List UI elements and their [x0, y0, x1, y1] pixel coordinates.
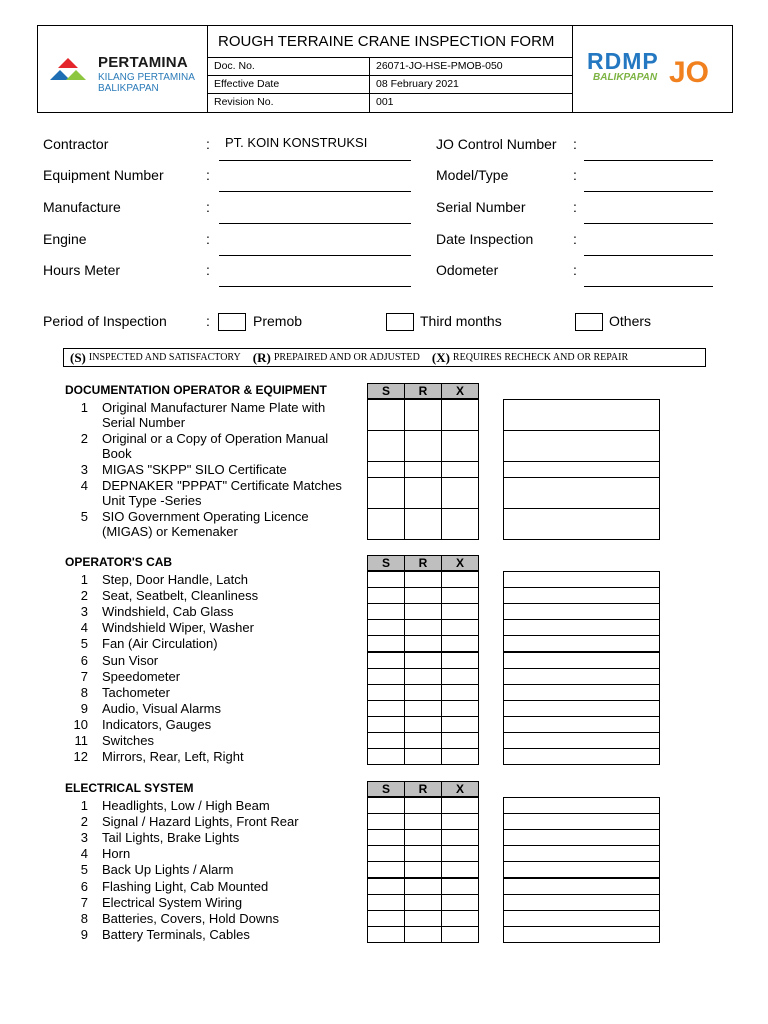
check-cell-s[interactable]	[367, 430, 405, 462]
item-number: 5	[80, 862, 88, 878]
item-description: Fan (Air Circulation)	[102, 636, 218, 652]
item-description: SIO Government Operating Licence (MIGAS) or Kemenaker	[102, 509, 309, 539]
item-number: 1	[80, 798, 88, 813]
option-others: Others	[609, 313, 652, 329]
legend-text-r: PREPAIRED AND OR ADJUSTED	[273, 352, 420, 363]
balikpapan-text: BALIKPAPAN	[593, 72, 658, 83]
item-description: Sun Visor	[102, 652, 159, 668]
colon: :	[573, 262, 577, 278]
colon: :	[206, 199, 210, 215]
check-cell-x[interactable]	[441, 894, 479, 911]
field-label: Manufacture	[43, 199, 121, 215]
item-number: 2	[80, 588, 88, 604]
check-cell-s[interactable]	[367, 461, 405, 478]
check-cell-r[interactable]	[404, 797, 442, 814]
column-header-r: R	[404, 781, 442, 797]
colon: :	[573, 199, 577, 215]
field-input-line[interactable]	[584, 160, 713, 161]
item-description: Audio, Visual Alarms	[102, 700, 221, 716]
checkbox-third-months[interactable]	[386, 313, 414, 331]
check-cell-r[interactable]	[404, 861, 442, 878]
check-cell-x[interactable]	[441, 571, 479, 588]
item-description: Original or a Copy of Operation Manual Book	[102, 431, 329, 461]
remarks-cell[interactable]	[503, 668, 660, 685]
meta-row-effective-date	[208, 76, 572, 94]
check-cell-s[interactable]	[367, 684, 405, 701]
item-description: Tachometer	[102, 684, 170, 700]
company-subtitle	[98, 72, 195, 94]
check-cell-x[interactable]	[441, 861, 479, 878]
check-cell-s[interactable]	[367, 878, 405, 895]
item-description: Batteries, Covers, Hold Downs	[102, 910, 280, 926]
item-number: 4	[80, 478, 88, 493]
meta-value: 08 February 2021	[376, 78, 459, 90]
item-number: 4	[80, 846, 88, 862]
field-input-line[interactable]	[219, 191, 411, 192]
item-number: 1	[80, 572, 88, 587]
field-input-line[interactable]	[219, 255, 411, 256]
check-cell-x[interactable]	[441, 508, 479, 540]
field-input-line[interactable]	[584, 255, 713, 256]
colon: :	[206, 262, 210, 278]
company-name: PERTAMINA	[98, 54, 188, 71]
meta-row-doc-no	[208, 58, 572, 76]
item-number: 5	[80, 636, 88, 652]
field-label: Model/Type	[436, 167, 509, 183]
check-cell-s[interactable]	[367, 571, 405, 588]
check-cell-r[interactable]	[404, 894, 442, 911]
remarks-cell[interactable]	[503, 797, 660, 814]
check-cell-r[interactable]	[404, 461, 442, 478]
check-cell-x[interactable]	[441, 748, 479, 765]
legend-code-r: (R)	[252, 349, 271, 365]
field-label: Hours Meter	[43, 262, 121, 278]
check-cell-s[interactable]	[367, 829, 405, 846]
item-number: 8	[80, 910, 88, 926]
item-description: Step, Door Handle, Latch	[102, 572, 248, 587]
field-value: PT. KOIN KONSTRUKSI	[225, 135, 368, 150]
option-third-months: Third months	[420, 313, 502, 329]
item-number: 5	[80, 509, 88, 524]
check-cell-r[interactable]	[404, 878, 442, 895]
jo-text: JO	[669, 56, 710, 89]
item-description: Speedometer	[102, 668, 181, 684]
remarks-cell[interactable]	[503, 732, 660, 749]
check-cell-x[interactable]	[441, 587, 479, 604]
remarks-cell[interactable]	[503, 508, 660, 540]
item-description: Electrical System Wiring	[102, 894, 243, 910]
checkbox-premob[interactable]	[218, 313, 246, 331]
remarks-cell[interactable]	[503, 861, 660, 878]
item-number: 9	[80, 700, 88, 716]
remarks-cell[interactable]	[503, 813, 660, 830]
check-cell-r[interactable]	[404, 910, 442, 927]
item-description: Headlights, Low / High Beam	[102, 798, 270, 813]
item-description: Horn	[102, 846, 131, 862]
remarks-cell[interactable]	[503, 477, 660, 509]
check-cell-s[interactable]	[367, 732, 405, 749]
check-cell-x[interactable]	[441, 477, 479, 509]
check-cell-s[interactable]	[367, 603, 405, 620]
check-cell-x[interactable]	[441, 926, 479, 943]
legend-code-x: (X)	[431, 349, 450, 365]
section-title: DOCUMENTATION OPERATOR & EQUIPMENT	[65, 383, 327, 397]
field-label: Engine	[43, 231, 87, 247]
check-cell-x[interactable]	[441, 430, 479, 462]
check-cell-s[interactable]	[367, 635, 405, 652]
check-cell-s[interactable]	[367, 797, 405, 814]
checkbox-others[interactable]	[575, 313, 603, 331]
colon: :	[206, 231, 210, 247]
check-cell-s[interactable]	[367, 813, 405, 830]
remarks-cell[interactable]	[503, 845, 660, 862]
item-description: DEPNAKER "PPPAT" Certificate Matches Unit Type -Series	[102, 478, 342, 508]
field-input-line[interactable]	[584, 191, 713, 192]
check-cell-s[interactable]	[367, 894, 405, 911]
item-description: Signal / Hazard Lights, Front Rear	[102, 814, 299, 830]
check-cell-s[interactable]	[367, 861, 405, 878]
remarks-cell[interactable]	[503, 399, 660, 431]
check-cell-x[interactable]	[441, 668, 479, 685]
meta-label: Revision No.	[208, 94, 370, 112]
pertamina-emblem-icon	[48, 54, 94, 82]
item-number: 2	[80, 431, 88, 446]
check-cell-r[interactable]	[404, 829, 442, 846]
check-cell-s[interactable]	[367, 587, 405, 604]
remarks-cell[interactable]	[503, 603, 660, 620]
field-input-line[interactable]	[219, 223, 411, 224]
meta-row-revision	[208, 94, 572, 112]
colon: :	[573, 136, 577, 152]
check-cell-r[interactable]	[404, 748, 442, 765]
check-cell-x[interactable]	[441, 619, 479, 636]
item-description: Battery Terminals, Cables	[102, 926, 250, 942]
check-cell-x[interactable]	[441, 829, 479, 846]
section-title: ELECTRICAL SYSTEM	[65, 781, 194, 795]
check-cell-s[interactable]	[367, 910, 405, 927]
item-description: Windshield Wiper, Washer	[102, 620, 254, 636]
form-title: ROUGH TERRAINE CRANE INSPECTION FORM	[208, 26, 572, 58]
rdmp-jo-logo	[572, 26, 732, 112]
colon: :	[573, 231, 577, 247]
remarks-cell[interactable]	[503, 587, 660, 604]
remarks-cell[interactable]	[503, 910, 660, 927]
check-cell-x[interactable]	[441, 910, 479, 927]
item-number: 4	[80, 620, 88, 636]
field-label: Date Inspection	[436, 231, 534, 247]
colon: :	[206, 313, 210, 329]
check-cell-s[interactable]	[367, 399, 405, 431]
item-number: 8	[80, 684, 88, 700]
check-cell-r[interactable]	[404, 845, 442, 862]
check-cell-x[interactable]	[441, 700, 479, 717]
remarks-cell[interactable]	[503, 430, 660, 462]
remarks-cell[interactable]	[503, 571, 660, 588]
section-title: OPERATOR'S CAB	[65, 555, 173, 569]
item-number: 6	[80, 652, 88, 668]
legend-text-s: INSPECTED AND SATISFACTORY	[88, 352, 241, 363]
item-number: 7	[80, 668, 88, 684]
column-header-r: R	[404, 383, 442, 399]
field-label: Serial Number	[436, 199, 526, 215]
check-cell-r[interactable]	[404, 732, 442, 749]
colon: :	[206, 167, 210, 183]
check-cell-x[interactable]	[441, 716, 479, 733]
remarks-cell[interactable]	[503, 700, 660, 717]
item-description: MIGAS "SKPP" SILO Certificate	[102, 462, 287, 477]
check-cell-s[interactable]	[367, 700, 405, 717]
check-cell-s[interactable]	[367, 508, 405, 540]
item-description: Seat, Seatbelt, Cleanliness	[102, 588, 259, 604]
remarks-cell[interactable]	[503, 461, 660, 478]
colon: :	[206, 136, 210, 152]
item-number: 6	[80, 878, 88, 894]
check-cell-x[interactable]	[441, 635, 479, 652]
column-header-s: S	[367, 555, 405, 571]
item-number: 2	[80, 814, 88, 830]
column-header-s: S	[367, 781, 405, 797]
check-cell-s[interactable]	[367, 716, 405, 733]
remarks-cell[interactable]	[503, 829, 660, 846]
check-cell-x[interactable]	[441, 684, 479, 701]
remarks-cell[interactable]	[503, 635, 660, 652]
item-number: 3	[80, 830, 88, 846]
remarks-cell[interactable]	[503, 894, 660, 911]
item-description: Flashing Light, Cab Mounted	[102, 878, 269, 894]
column-header-s: S	[367, 383, 405, 399]
check-cell-x[interactable]	[441, 878, 479, 895]
meta-label: Doc. No.	[208, 58, 370, 75]
legend-text-x: REQUIRES RECHECK AND OR REPAIR	[452, 352, 629, 363]
field-label: Equipment Number	[43, 167, 164, 183]
check-cell-x[interactable]	[441, 813, 479, 830]
check-cell-r[interactable]	[404, 716, 442, 733]
column-header-x: X	[441, 383, 479, 399]
remarks-cell[interactable]	[503, 684, 660, 701]
check-cell-s[interactable]	[367, 652, 405, 669]
item-description: Original Manufacturer Name Plate with Serial Number	[102, 400, 326, 430]
check-cell-r[interactable]	[404, 700, 442, 717]
remarks-cell[interactable]	[503, 619, 660, 636]
check-cell-r[interactable]	[404, 399, 442, 431]
check-cell-r[interactable]	[404, 508, 442, 540]
check-cell-x[interactable]	[441, 797, 479, 814]
field-input-line[interactable]	[584, 286, 713, 287]
meta-value: 26071-JO-HSE-PMOB-050	[376, 60, 503, 72]
item-number: 3	[80, 462, 88, 477]
check-cell-s[interactable]	[367, 477, 405, 509]
company-subtitle-line1: KILANG PERTAMINA	[98, 72, 195, 83]
item-description: Switches	[102, 733, 155, 748]
period-label: Period of Inspection	[43, 313, 167, 329]
column-header-x: X	[441, 555, 479, 571]
item-number: 3	[80, 604, 88, 620]
check-cell-x[interactable]	[441, 845, 479, 862]
check-cell-r[interactable]	[404, 635, 442, 652]
column-header-x: X	[441, 781, 479, 797]
column-header-r: R	[404, 555, 442, 571]
check-cell-r[interactable]	[404, 668, 442, 685]
check-cell-x[interactable]	[441, 652, 479, 669]
check-cell-x[interactable]	[441, 603, 479, 620]
check-cell-x[interactable]	[441, 399, 479, 431]
check-cell-r[interactable]	[404, 430, 442, 462]
legend-bar	[63, 348, 706, 367]
item-number: 7	[80, 894, 88, 910]
form-header	[37, 25, 733, 113]
check-cell-r[interactable]	[404, 477, 442, 509]
field-label: Contractor	[43, 136, 109, 152]
check-cell-x[interactable]	[441, 461, 479, 478]
check-cell-r[interactable]	[404, 603, 442, 620]
remarks-cell[interactable]	[503, 748, 660, 765]
field-input-line[interactable]	[219, 160, 411, 161]
item-description: Mirrors, Rear, Left, Right	[102, 749, 244, 765]
item-number: 1	[80, 400, 88, 415]
check-cell-s[interactable]	[367, 668, 405, 685]
check-cell-r[interactable]	[404, 619, 442, 636]
item-number: 11	[74, 733, 88, 748]
item-description: Indicators, Gauges	[102, 716, 212, 732]
item-description: Windshield, Cab Glass	[102, 604, 234, 620]
field-input-line[interactable]	[219, 286, 411, 287]
remarks-cell[interactable]	[503, 878, 660, 895]
check-cell-r[interactable]	[404, 652, 442, 669]
item-description: Tail Lights, Brake Lights	[102, 830, 240, 846]
check-cell-s[interactable]	[367, 926, 405, 943]
check-cell-r[interactable]	[404, 684, 442, 701]
check-cell-s[interactable]	[367, 748, 405, 765]
check-cell-r[interactable]	[404, 813, 442, 830]
check-cell-s[interactable]	[367, 845, 405, 862]
check-cell-r[interactable]	[404, 571, 442, 588]
rdmp-text: RDMP	[587, 48, 659, 74]
pertamina-logo	[38, 26, 208, 112]
colon: :	[573, 167, 577, 183]
field-input-line[interactable]	[584, 223, 713, 224]
field-label: JO Control Number	[436, 136, 557, 152]
field-label: Odometer	[436, 262, 499, 278]
item-description: Back Up Lights / Alarm	[102, 862, 234, 878]
item-number: 9	[80, 926, 88, 942]
item-number: 10	[73, 716, 88, 732]
legend-code-s: (S)	[70, 349, 86, 365]
check-cell-x[interactable]	[441, 732, 479, 749]
item-number: 12	[73, 749, 88, 765]
check-cell-s[interactable]	[367, 619, 405, 636]
meta-label: Effective Date	[208, 76, 370, 93]
company-subtitle-line2: BALIKPAPAN	[98, 83, 159, 94]
meta-value: 001	[376, 96, 394, 108]
option-premob: Premob	[253, 313, 303, 329]
check-cell-r[interactable]	[404, 926, 442, 943]
check-cell-r[interactable]	[404, 587, 442, 604]
remarks-cell[interactable]	[503, 652, 660, 669]
remarks-cell[interactable]	[503, 926, 660, 943]
remarks-cell[interactable]	[503, 716, 660, 733]
